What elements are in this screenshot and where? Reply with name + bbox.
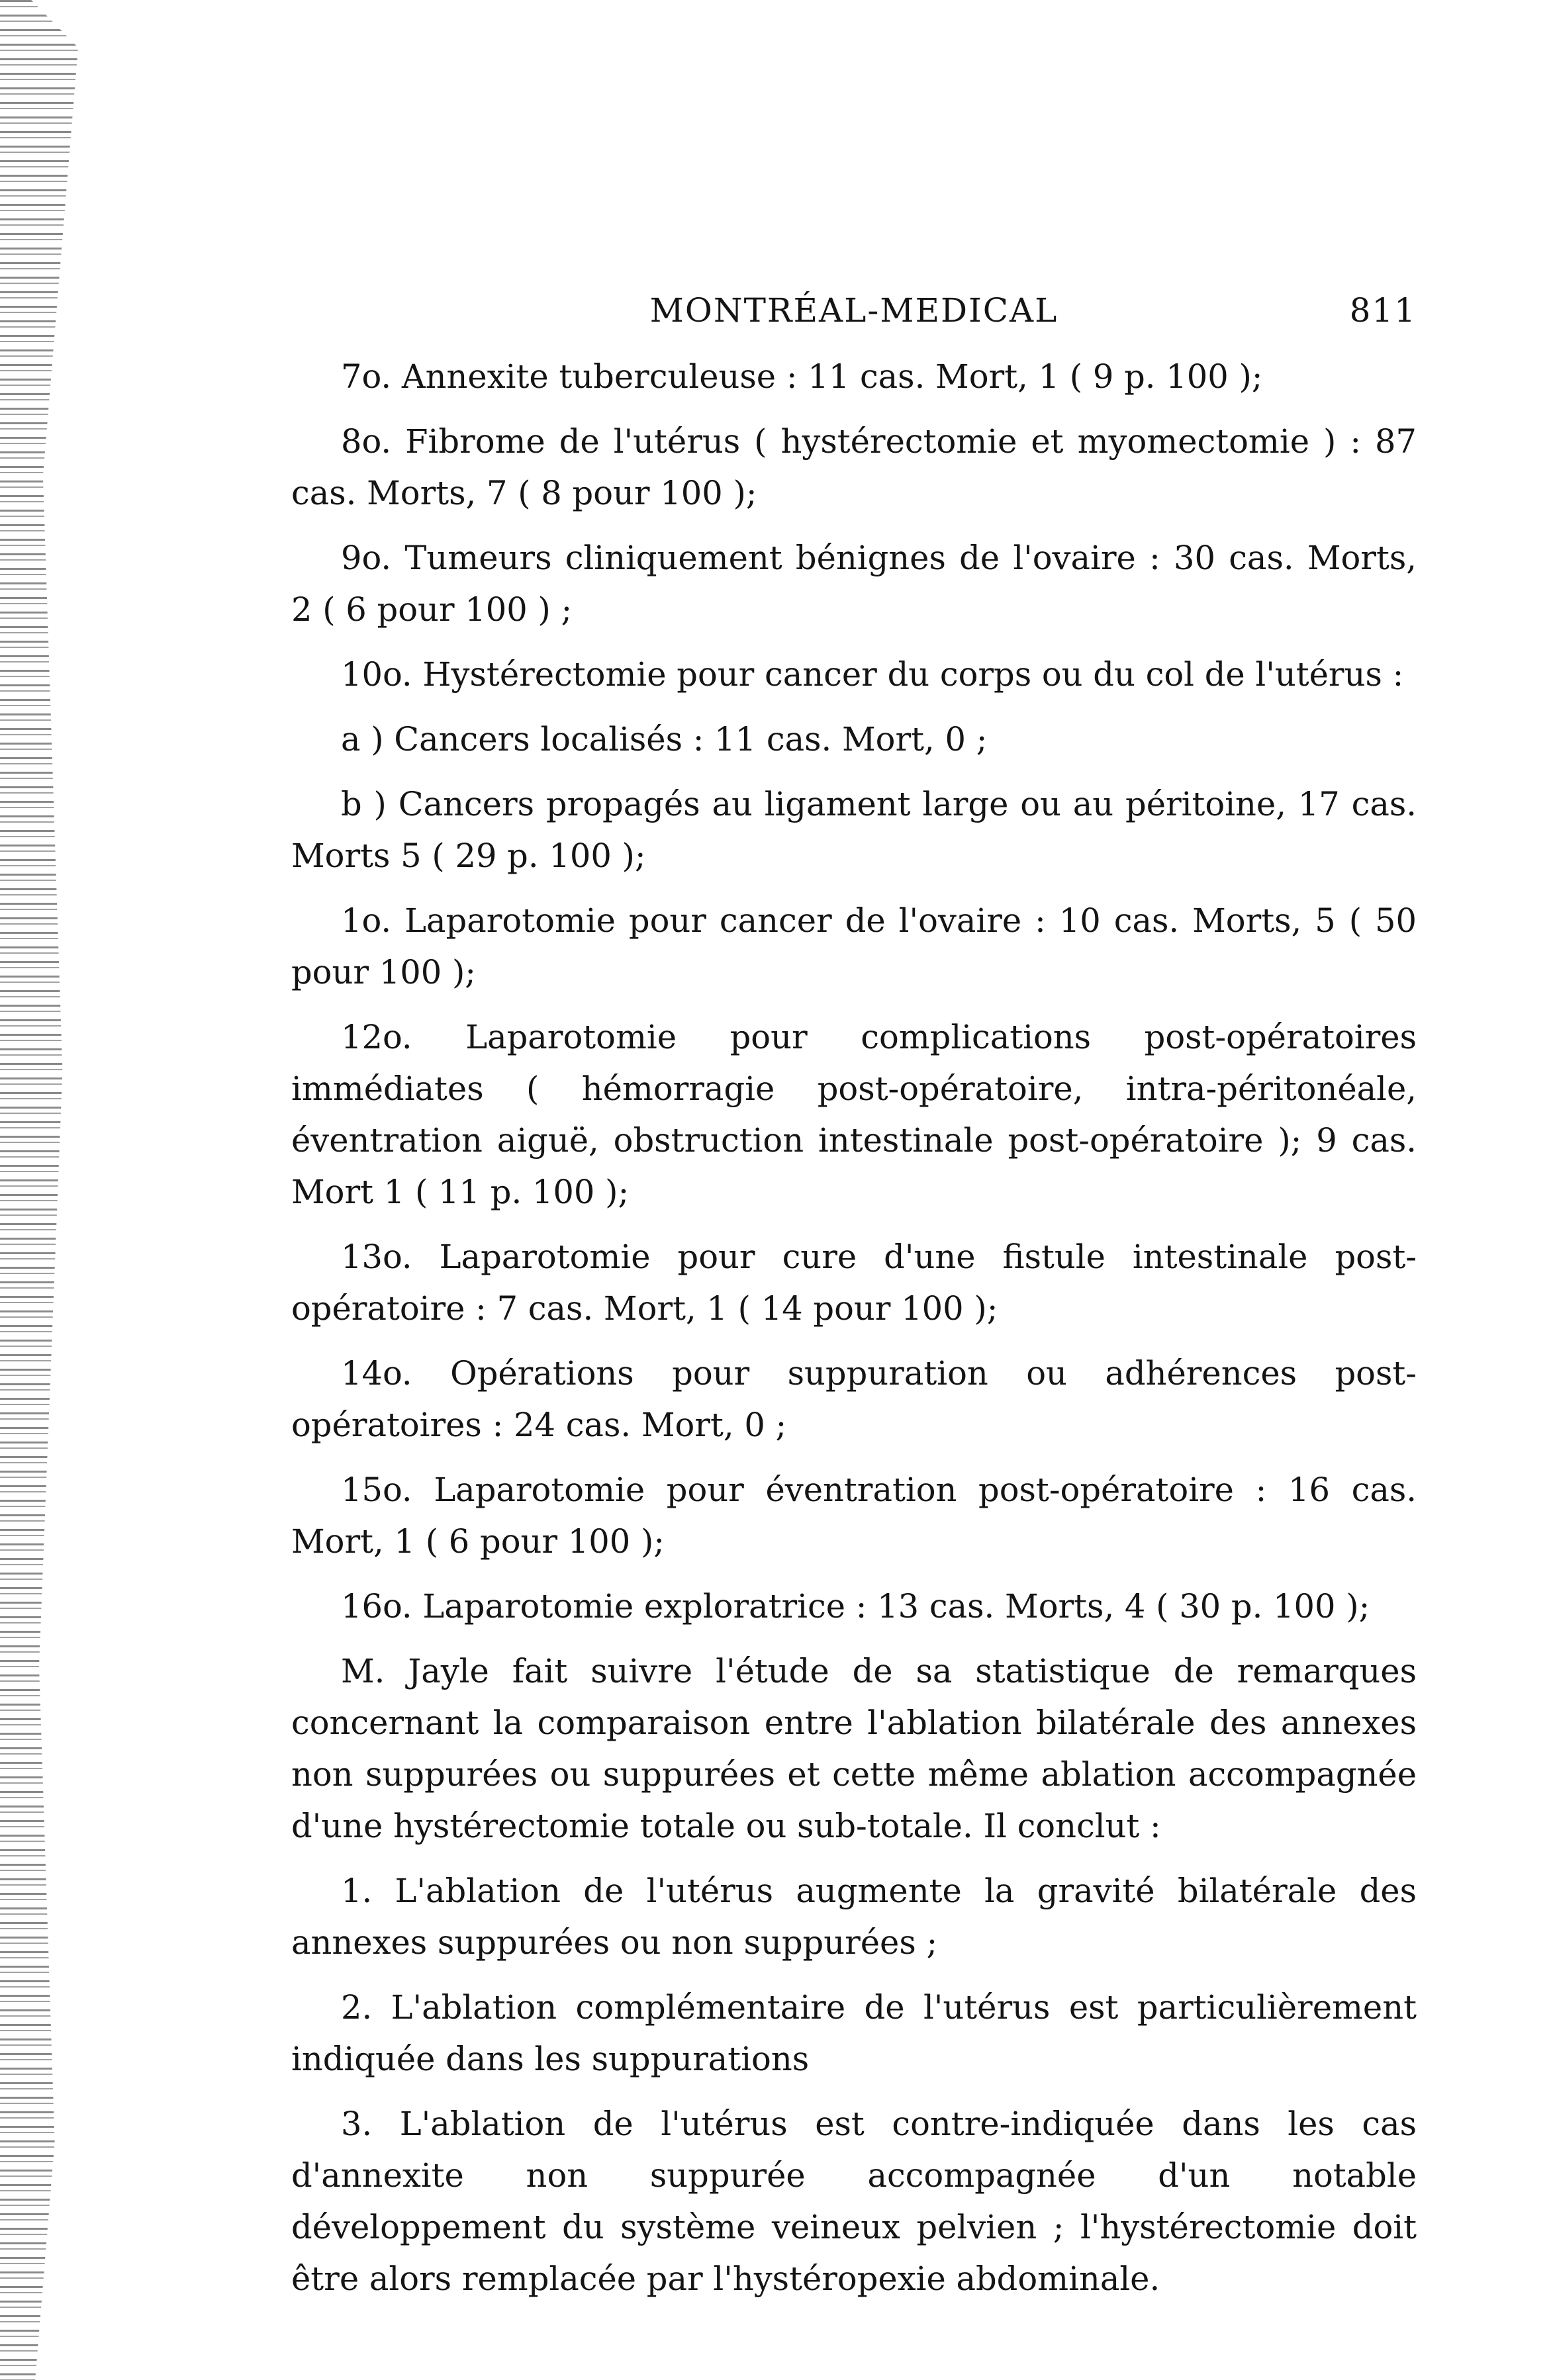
paragraph: 13o. Laparotomie pour cure d'une fistule intestinale post-opératoire : 7 cas. Mort, 1 ( 14 pour 100 ); — [291, 1238, 1417, 1328]
page-number: 811 — [1349, 291, 1417, 330]
paragraph: 7o. Annexite tuberculeuse : 11 cas. Mort, 1 ( 9 p. 100 ); — [341, 357, 1263, 396]
paragraph: 1o. Laparotomie pour cancer de l'ovaire : 10 cas. Morts, 5 ( 50 pour 100 ); — [291, 901, 1417, 991]
paragraph: 10o. Hystérectomie pour cancer du corps ou du col de l'utérus : — [341, 655, 1404, 694]
paragraph: 1. L'ablation de l'utérus augmente la gravité bilatérale des annexes suppurées ou non suppurées ; — [291, 1872, 1417, 1962]
paragraph: a ) Cancers localisés : 11 cas. Mort, 0 ; — [341, 720, 988, 758]
running-header — [291, 291, 1417, 351]
scan-binding-edge — [0, 0, 78, 2380]
paragraph: 2. L'ablation complémentaire de l'utérus est particulièrement indiquée dans les suppurations — [291, 1988, 1417, 2078]
journal-title: MONTRÉAL-MEDICAL — [649, 291, 1059, 330]
paragraph: 9o. Tumeurs cliniquement bénignes de l'ovaire : 30 cas. Morts, 2 ( 6 pour 100 ) ; — [291, 539, 1417, 629]
paragraph: 16o. Laparotomie exploratrice : 13 cas. Morts, 4 ( 30 p. 100 ); — [341, 1587, 1370, 1625]
paragraph: M. Jayle fait suivre l'étude de sa statistique de remarques concernant la comparaison entre l'ablation bilatérale des annexes non suppurées ou suppurées et cette même ablation accompagnée d'une hystérectomie totale ou sub-totale. Il conclut : — [291, 1652, 1417, 1845]
paragraph: b ) Cancers propagés au ligament large ou au péritoine, 17 cas. Morts 5 ( 29 p. 100 ); — [291, 785, 1417, 875]
document-page — [291, 291, 1417, 2318]
paragraph: 3. L'ablation de l'utérus est contre-indiquée dans les cas d'annexite non suppurée accompagnée d'un notable développement du système veineux pelvien ; l'hystérectomie doit être alors remplacée par l'hystéropexie abdominale. — [291, 2105, 1417, 2298]
paragraph: 12o. Laparotomie pour complications post-opératoires immédiates ( hémorragie post-opératoire, intra-péritonéale, éventration aiguë, obstruction intestinale post-opératoire ); 9 cas. Mort 1 ( 11 p. 100 ); — [291, 1018, 1417, 1211]
paragraph: 14o. Opérations pour suppuration ou adhérences post-opératoires : 24 cas. Mort, 0 ; — [291, 1354, 1417, 1444]
paragraph: 15o. Laparotomie pour éventration post-opératoire : 16 cas. Mort, 1 ( 6 pour 100 ); — [291, 1471, 1417, 1561]
body-text — [291, 351, 1417, 2305]
paragraph: 8o. Fibrome de l'utérus ( hystérectomie et myomectomie ) : 87 cas. Morts, 7 ( 8 pour 100 ); — [291, 422, 1417, 512]
